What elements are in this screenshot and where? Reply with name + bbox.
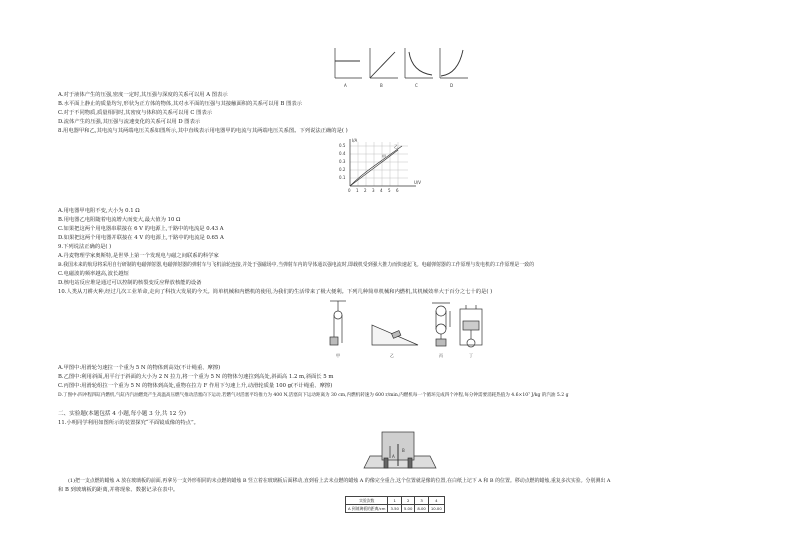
svg-text:1: 1	[356, 188, 359, 193]
q11-data-table	[345, 496, 445, 513]
q8-x-label: U/V	[414, 180, 422, 185]
q7-option-c: C.对于不同物质,质量相同时,其密度与体积的关系可以用 C 图表示	[58, 110, 213, 116]
q9-option-c: C.电磁波的频率越高,波长越短	[58, 271, 129, 277]
svg-text:6: 6	[396, 188, 399, 193]
svg-text:5: 5	[388, 188, 391, 193]
q8-stem: 8.用电器甲和乙,其电流与其两端电压关系如图所示,其中直线表示用电器甲的电流与其两端电压关系图。下列说法正确的是( )	[58, 128, 348, 134]
svg-text:3: 3	[372, 188, 375, 193]
svg-text:0.2: 0.2	[339, 167, 346, 172]
q11-para-1: (1)把一支点燃的蜡烛 A 放在玻璃板的前面,再拿另一支外形相同的未点燃的蜡烛 B 竖立着在玻璃板后面移动,直到看上去未点燃的蜡烛 A 的像完全重合,这个位置就是像的位置,在白纸上记下 A 和 B 的位置。移动点燃的蜡烛,重复多次实验。分别测出 A	[68, 478, 611, 484]
q11-para-2: 和 B 到玻璃板的距离,并将现象、数据记录在表中。	[58, 487, 179, 493]
q9-option-d: D.核电站反应堆是通过可以控制的核裂变反应释放核能的设备	[58, 280, 202, 286]
q10-option-d: D.丁图中:四冲程四缸内燃机,气缸内汽油燃烧产生高温高压燃气推动活塞向下运动,若燃气对活塞平均推力为 400 N,活塞向下运动距离为 30 cm,内燃机转速为 600 r/min,内燃机每一个循环完成四个冲程,每分钟需要消耗热值为 4.6×10⁷ J/kg 的汽油 5.2 g	[58, 393, 569, 398]
graph-b-label: B	[380, 83, 383, 88]
svg-text:2: 2	[364, 188, 367, 193]
q10-option-a: A.甲图中:用滑轮匀速拉一个重为 5 N 的物体到高处(不计绳重、摩擦)	[58, 365, 221, 371]
q8-y-label: I/A	[352, 138, 358, 143]
q8-iu-graph	[336, 138, 426, 208]
section-2-title: 二、实验题(本题包括 4 小题,每小题 3 分,共 12 分)	[58, 411, 186, 417]
q10-fig-yi: 乙	[390, 353, 394, 358]
q10-stem: 10.人类从刀耕火种,经过几次工业革命,走向了科技大发展的今天。简单机械和内燃机的使用,为我们的生活带来了极大便利。下列几种简单机械和内燃机,其机械效率大于百分之七十的是( )	[58, 289, 493, 295]
svg-text:0.5: 0.5	[339, 143, 346, 148]
candle-b-label: B	[402, 448, 405, 453]
svg-text:0.3: 0.3	[339, 159, 346, 164]
table-row: A 到玻璃板的距离/cm 3.50 5.00 8.00 10.00	[346, 505, 445, 513]
q9-stem: 9.下列说法正确的是( )	[58, 244, 112, 250]
q10-option-b: B.乙图中:利用斜面,用平行于斜面的大小为 2 N 拉力,将一个重为 5 N 的物体匀速拉到高处,斜面高 1.2 m,斜面长 5 m	[58, 374, 334, 380]
graph-c-label: C	[415, 83, 418, 88]
q8-option-a: A.用电器甲电阻不变,大小为 0.1 Ω	[58, 208, 140, 214]
candle-a-label: A	[392, 454, 395, 459]
q10-fig-ding: 丁	[469, 353, 473, 358]
q10-machines-figure	[320, 299, 520, 369]
q10-option-c: C.丙图中:用滑轮组拉一个重为 5 N 的物体到高处,重物在拉力 F 作用下匀速上升,动滑轮质量 100 g(不计绳重、摩擦)	[58, 383, 333, 389]
q11-stem: 11.小明同学利用如图所示的装置探究“平面镜成像的特点”。	[58, 420, 199, 426]
q8-option-b: B.用电器乙电阻随着电流增大而变大,最大值为 10 Ω	[58, 217, 181, 223]
curve-jia-label: 甲	[382, 154, 386, 159]
q7-option-b: B.水平面上静止的质量均匀,形状为正方体的物体,其对水平面的压强与其接触面积的关系可以用 B 图表示	[58, 101, 302, 107]
svg-text:4: 4	[380, 188, 383, 193]
q9-option-a: A.丹麦物理学家奥斯特,是世界上第一个发现电与磁之间联系的科学家	[58, 253, 219, 259]
q10-fig-bing: 丙	[439, 353, 443, 358]
svg-text:0.1: 0.1	[339, 175, 346, 180]
curve-yi-label: 乙	[394, 144, 398, 149]
graph-d-label: D	[450, 83, 454, 88]
graph-a-label: A	[344, 83, 347, 88]
q7-option-d: D.流体产生的压强,其压强与流速变化的关系可以用 D 图表示	[58, 119, 201, 125]
q7-graphs	[0, 0, 800, 90]
table-row: 实验次数 1 2 3 4	[346, 497, 445, 505]
q8-option-c: C.如果把这两个用电器串联接在 6 V 的电源上,干路中的电流是 0.43 A	[58, 226, 224, 232]
q10-fig-jia: 甲	[336, 353, 340, 358]
q8-option-d: D.如果把这两个用电器并联接在 4 V 的电源上,干路中的电流是 0.65 A	[58, 235, 224, 241]
q11-mirror-figure	[360, 428, 440, 474]
svg-text:0: 0	[348, 188, 351, 193]
q7-option-a: A.对于液体产生的压强,密度一定时,其压强与深度的关系可以用 A 图表示	[58, 92, 228, 98]
q9-option-b: B.我国未来的航母将采用自行研制的电磁弹射器,电磁弹射器的弹射车与飞机前轮连接,并处于强磁场中,当弹射车内的导体通以强电流时,即载机受到强大推力而快速起飞。电磁弹射器的工作原理与发电机的工作原理是一致的	[58, 262, 534, 268]
svg-text:0.4: 0.4	[339, 151, 346, 156]
